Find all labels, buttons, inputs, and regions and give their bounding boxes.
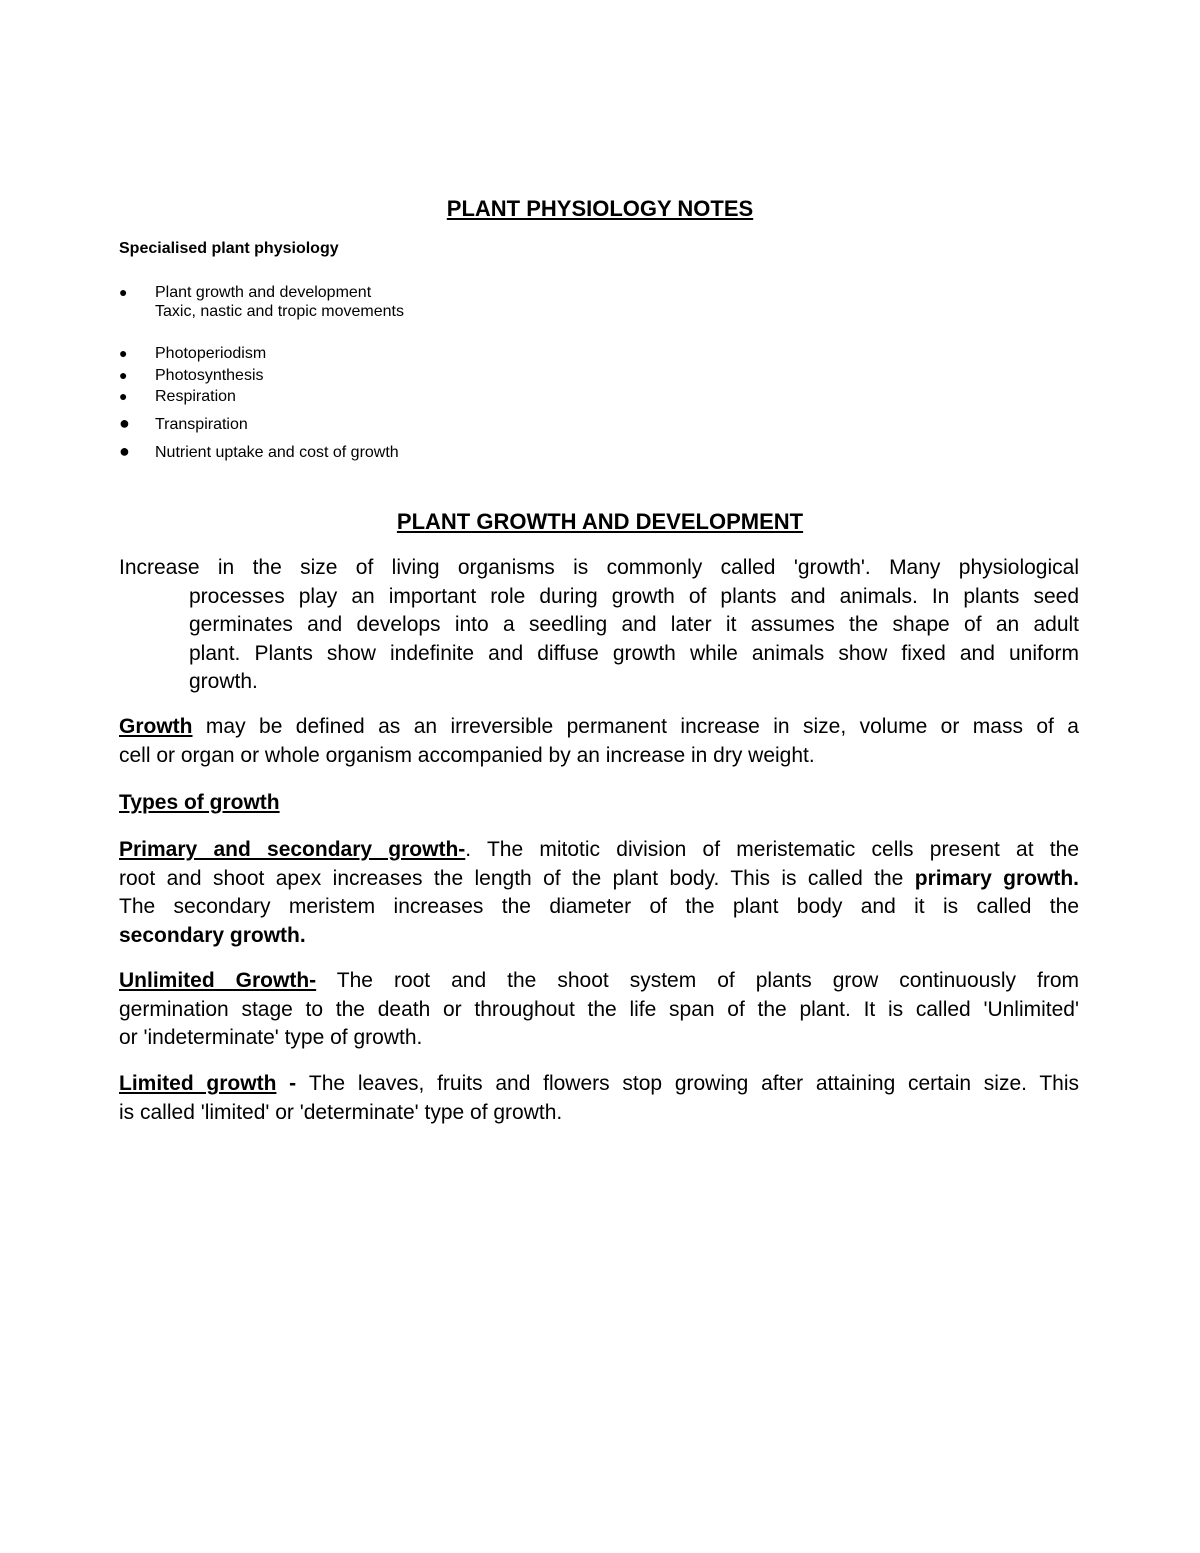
paragraph-text: . The mitotic division of meristematic cells present at the	[465, 838, 1079, 861]
paragraph-line: germination stage to the death or throughout the life span of the plant. It is called 'Unlimited'	[119, 997, 1079, 1021]
section-title: PLANT GROWTH AND DEVELOPMENT	[396, 509, 804, 534]
paragraph-line	[119, 967, 1079, 996]
paragraph-line	[119, 713, 1079, 742]
bullet-icon: ●	[119, 367, 128, 383]
paragraph-line: growth.	[189, 670, 258, 693]
types-heading	[119, 789, 1079, 818]
subtitle: Specialised plant physiology	[119, 240, 339, 257]
bullet-icon: ●	[119, 441, 130, 461]
paragraph-line: is called 'limited' or 'determinate' type of growth.	[119, 1100, 563, 1124]
bullet-icon: ●	[119, 388, 128, 404]
list-item-label: Nutrient uptake and cost of growth	[155, 444, 399, 461]
paragraph-text: may be defined as an irreversible permanent increase in size, volume or mass of a	[192, 715, 1079, 738]
term: Growth	[119, 715, 193, 738]
paragraph-line: plant. Plants show indefinite and diffuse growth while animals show fixed and uniform	[189, 641, 1079, 665]
term: Limited growth	[119, 1072, 277, 1095]
paragraph-text: root and shoot apex increases the length of the plant body. This is called the	[119, 866, 915, 890]
growth-definition	[119, 713, 1079, 770]
paragraph-text: The leaves, fruits and flowers stop growing after attaining certain size. This	[308, 1072, 1079, 1095]
list-item-label: Plant growth and development	[155, 284, 372, 301]
list-item	[119, 413, 248, 433]
paragraph-line: germinates and develops into a seedling and later it assumes the shape of an adult	[189, 613, 1079, 636]
list-item-label: Photosynthesis	[155, 367, 264, 384]
heading-text: Types of growth	[119, 791, 280, 814]
list-item	[119, 386, 236, 406]
list-item	[119, 365, 264, 385]
list-item-label: Photoperiodism	[155, 345, 267, 362]
bullet-icon: ●	[119, 345, 128, 361]
paragraph-line	[119, 836, 1079, 865]
bullet-icon: ●	[119, 413, 130, 433]
paragraph-text: The root and the shoot system of plants grow continuously from	[316, 969, 1079, 992]
limited-growth-paragraph	[119, 1070, 1079, 1127]
paragraph-line: or 'indeterminate' type of growth.	[119, 1026, 423, 1049]
term: Primary and secondary growth-	[119, 838, 466, 861]
paragraph-line: secondary growth.	[119, 923, 306, 947]
bold-text: primary growth.	[914, 866, 1079, 890]
paragraph-line	[119, 1070, 1079, 1099]
dash-text: -	[276, 1072, 309, 1095]
list-item	[119, 282, 371, 302]
paragraph-line: processes play an important role during growth of plants and animals. In plants seed	[189, 584, 1079, 608]
list-item	[119, 343, 266, 363]
list-item-subline: Taxic, nastic and tropic movements	[155, 303, 404, 320]
list-item	[119, 441, 399, 461]
paragraph-line	[119, 865, 1079, 894]
term: Unlimited Growth-	[119, 969, 317, 992]
paragraph-line: Increase in the size of living organisms is commonly called 'growth'. Many physiological	[119, 556, 1079, 579]
intro-paragraph	[119, 554, 1079, 697]
primary-growth-paragraph	[119, 836, 1079, 950]
paragraph-line: The secondary meristem increases the diameter of the plant body and it is called the	[119, 895, 1079, 918]
bullet-icon: ●	[119, 284, 128, 300]
list-item-label: Respiration	[155, 388, 236, 405]
page-title: PLANT PHYSIOLOGY NOTES	[446, 196, 754, 221]
unlimited-growth-paragraph	[119, 967, 1079, 1053]
list-item-label: Transpiration	[155, 416, 248, 433]
paragraph-line: cell or organ or whole organism accompanied by an increase in dry weight.	[119, 743, 815, 767]
